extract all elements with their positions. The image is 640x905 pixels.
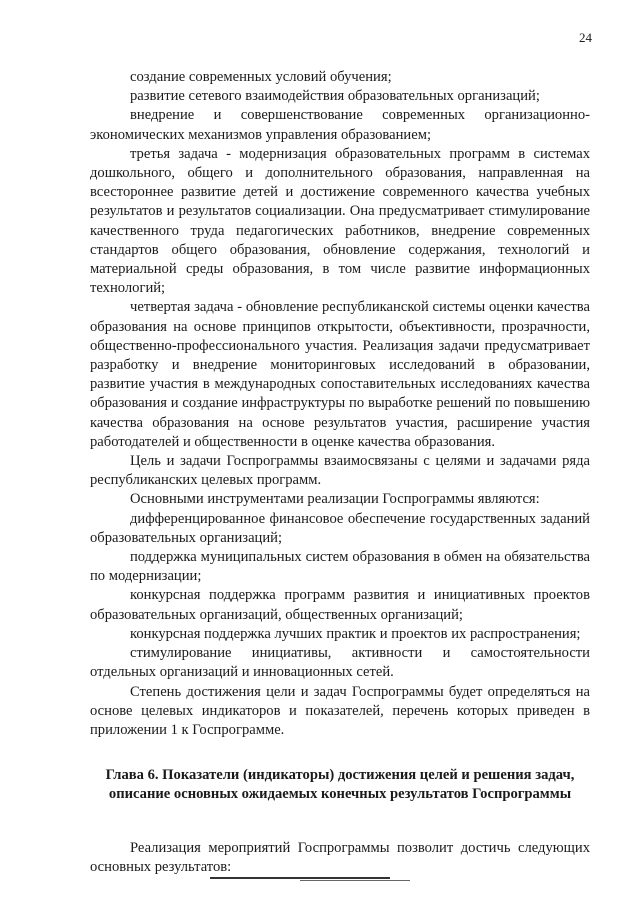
paragraph: дифференцированное финансовое обеспечение государственных заданий образовательных организаций; bbox=[90, 510, 590, 546]
chapter-heading-line-1: Глава 6. Показатели (индикаторы) достижения целей и решения задач, bbox=[105, 767, 575, 784]
paragraph: Основными инструментами реализации Госпрограммы являются: bbox=[130, 491, 540, 508]
paragraph: Реализация мероприятий Госпрограммы позволит достичь следующих основных результатов: bbox=[90, 839, 590, 875]
page-number: 24 bbox=[579, 30, 592, 45]
paragraph: поддержка муниципальных систем образования в обмен на обязательства по модернизации; bbox=[90, 549, 590, 585]
paragraph: третья задача - модернизация образовательных программ в системах дошкольного, общего и дополнительного образования, направленная на всестороннее развитие детей и достижение современного качества учебных результатов и результатов социализации. Она предусматривает стимулирование качественного труда педагогических работников, внедрение современных стандартов общего образования, обновление содержания, технологий и материальной среды образования, в том числе развитие информационных технологий; bbox=[90, 145, 590, 297]
paragraph: Цель и задачи Госпрограммы взаимосвязаны с целями и задачами ряда республиканских целевых программ. bbox=[90, 453, 590, 489]
paragraph: Степень достижения цели и задач Госпрограммы будет определяться на основе целевых индикаторов и показателей, перечень которых приведен в приложении 1 к Госпрограмме. bbox=[90, 683, 590, 738]
paragraph: создание современных условий обучения; bbox=[130, 69, 392, 85]
paragraph: внедрение и совершенствование современных организационно-экономических механизмов управления образованием; bbox=[90, 107, 590, 143]
footer-rule-secondary bbox=[300, 880, 410, 881]
paragraph: стимулирование инициативы, активности и самостоятельности отдельных организаций и инновационных сетей. bbox=[90, 645, 590, 681]
paragraph: развитие сетевого взаимодействия образовательных организаций; bbox=[130, 88, 540, 105]
footer-rule bbox=[210, 877, 390, 879]
paragraph: конкурсная поддержка программ развития и инициативных проектов образовательных организаций, общественных организаций; bbox=[90, 587, 590, 623]
paragraph: конкурсная поддержка лучших практик и проектов их распространения; bbox=[130, 625, 581, 642]
chapter-heading-line-2: описание основных ожидаемых конечных результатов Госпрограммы bbox=[108, 786, 572, 803]
chapter-heading bbox=[90, 766, 590, 804]
document-body bbox=[90, 68, 590, 877]
paragraph: четвертая задача - обновление республиканской системы оценки качества образования на основе принципов открытости, объективности, прозрачности, общественно-профессионального участия. Реализация задачи предусматривает разработку и внедрение мониторинговых исследований в образовании, развитие участия в международных сопоставительных исследованиях качества образования и создание инфраструктуры по выработке решений по повышению качества образования на основе результатов участия, расширение участия работодателей и общественности в оценке качества образования. bbox=[90, 299, 590, 450]
